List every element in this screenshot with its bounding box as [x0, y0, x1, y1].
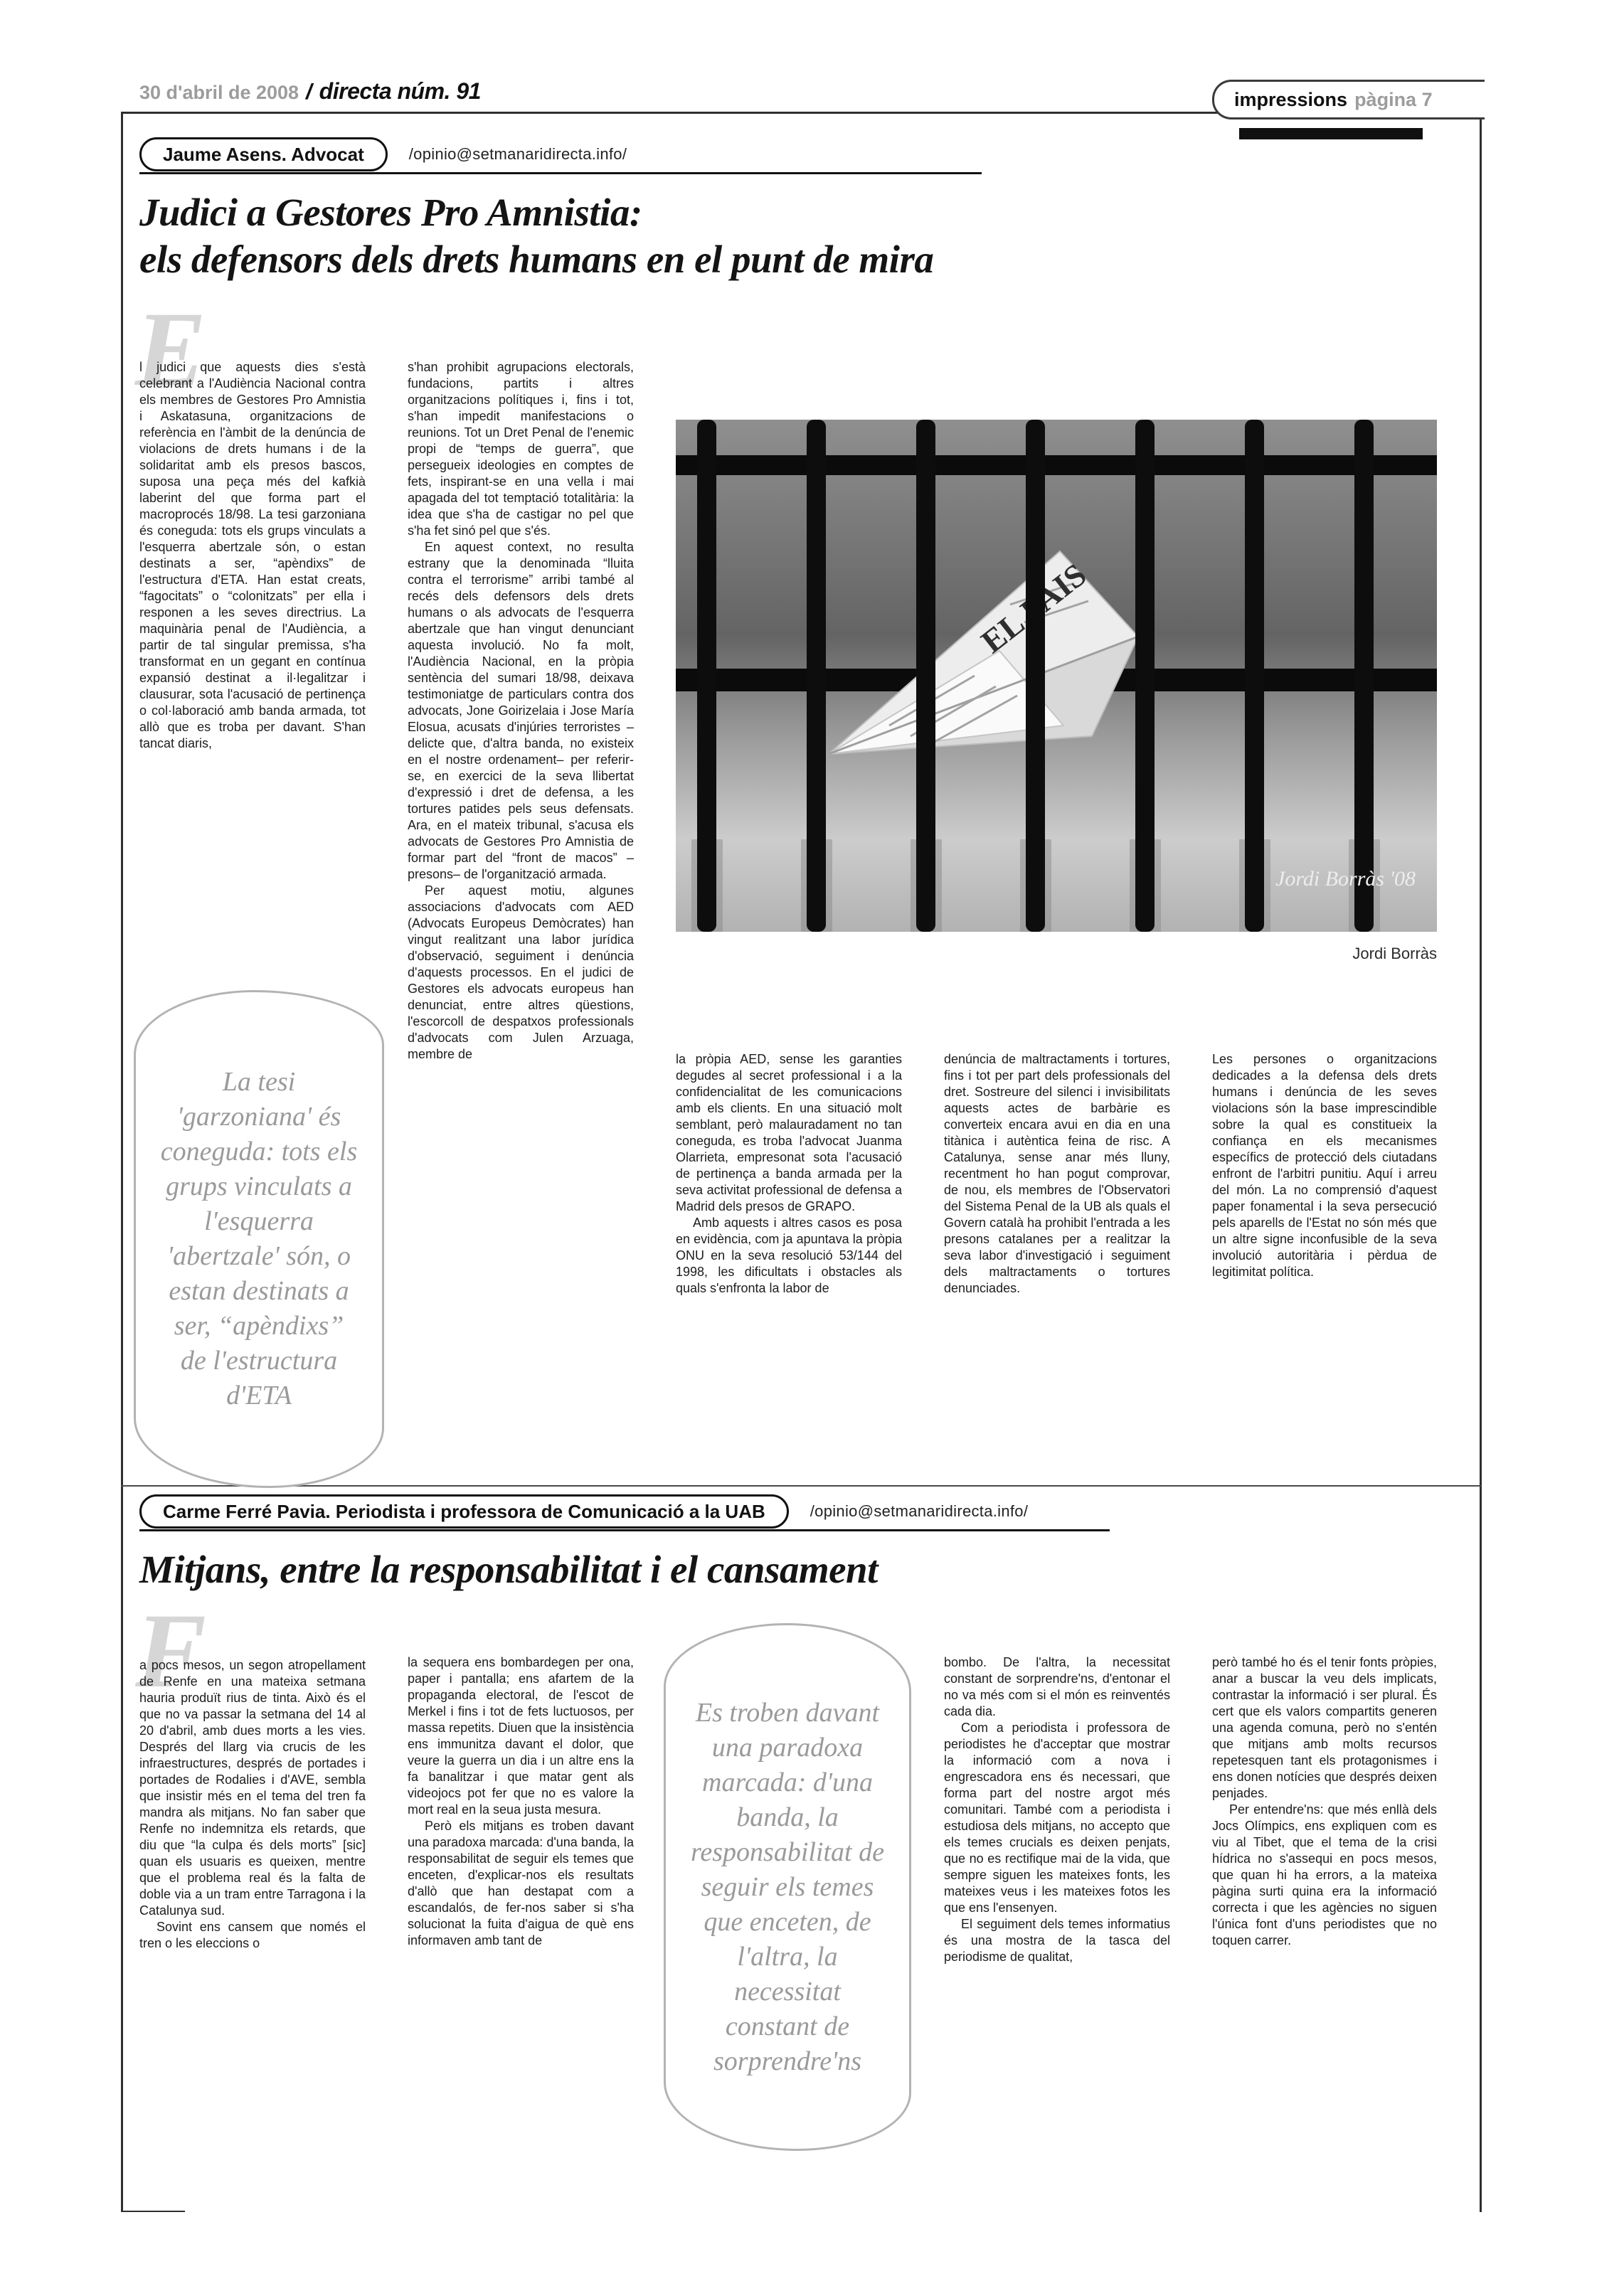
opinion-email: /opinio@setmanaridirecta.info/ [810, 1502, 1029, 1520]
crossbar-top [676, 455, 1437, 475]
prison-bars-photo-svg [676, 420, 1437, 932]
article2-column-2: la sequera ens bombardegen per ona, paper i pantalla; ens afartem de la propaganda electoral, de l'escot de Merkel i fins i tot de fets luctuosos, per massa repetits. Diuen que la insistència ens immunitza davant el dolor, que veure la guerra un dia i un altre ens la fa banalitzar i que matar gent als videojocs pot fer que no es valore la mort real en la seua justa mesura. Però els mitjans es troben davant una paradoxa marcada: d'una banda, la responsabilitat de seguir els temes que enceten, d'explicar-nos els resultats d'allò que han destapat com a escandalós, de fer-nos saber si s'ha solucionat la fuita d'aigua de què ens informaven amb tant de [408, 1655, 634, 1947]
article2-column-4: però també ho és el tenir fonts pròpies, anar a buscar la veu dels implicats, contrastar la informació i ser plural. És cert que els valors compartits generen una agenda comuna, però no s'entén que mitjans amb molts recursos repetesquen tant els protagonismes i ens donen notícies que després deixen penjades. Per entendre'ns: que més enllà dels Jocs Olímpics, ens expliquen com es viu al Tibet, que el tema de la crisi hídrica no s'assequi en pocs mesos, que quan hi ha errors, a la mateixa pàgina surti quina era la informació correcta i que les agències no siguen l'única font d'uns periodistes que no toquen carrer. [1212, 1655, 1437, 1947]
article1-column-5: Les persones o organitzacions dedicades a la defensa dels drets humans i denúncia de les seves violacions són la base imprescindible sobre la qual es constitueix la confiança en els mecanismes específics de protecció dels ciutadans enfront de l'arbitri punitiu. Aquí i arreu del món. La no comprensió d'aquest paper fonamental i la seva persecució pels aparells de l'Estat no són més que un altre signe inconfusible de la seva involució autoritària i pèrdua de legitimitat política. [1212, 1052, 1437, 1279]
pullquote-article2 [664, 1623, 911, 2151]
pullquote-text: La tesi 'garzoniana' és coneguda: tots els grups vinculats a l'esquerra 'abertzale' són, o estan destinats a ser, “apèndixs” de l'estructura d'ETA [160, 1067, 358, 1410]
article1-column-4: denúncia de maltractaments i tortures, fins i tot per part dels professionals del dret. Sostreure del silenci i invisibilitats aquests actes de barbàrie es converteix encara avui en dia en una titànica i autèntica feina de risc. A Catalunya, sense anar més lluny, recentment ho han pogut comprovar, de nou, els membres de l'Observatori del Sistema Penal de la UB als quals el Govern català ha prohibit l'entrada a les presons catalanes per a realitzar la seva labor d'investigació i seguiment dels maltractaments o tortures denunciades. [944, 1052, 1170, 1295]
section-name: impressions [1234, 88, 1348, 110]
pullquote-article1 [134, 990, 384, 1488]
author-capsule: Carme Ferré Pavia. Periodista i professora de Comunicació a la UAB [139, 1494, 789, 1529]
page-header-left [139, 78, 481, 105]
article1-column-1: l judici que aquests dies s'està celebrant a l'Audiència Nacional contra els membres de Gestores Pro Amnistia i Askatasuna, organitzacions de referència en l'àmbit de la denúncia de violacions de drets humans i de la solidaritat amb els presos bascos, suposa una peça més del kafkià laberint del que forma part el macroprocés 18/98. La tesi garzoniana és coneguda: tots els grups vinculats a l'esquerra abertzale són, o estan destinats a ser, “apèndixs” de l'estructura d'ETA. Han estat creats, “fagocitats” o “colonitzats” per ella i responen a les seves directrius. La maquinària penal de l'Audiència, a partir de tal singular premissa, s'ha transformat en un gegant en contínua expansió destinat a il·legalitzar i clausurar, sota l'acusació de pertinença o col·laboració amb banda armada, tot allò que es troba per davant. S'han tancat diaris, [139, 360, 366, 750]
section-divider-rule [121, 1485, 1481, 1487]
prison-bars-photo [676, 420, 1437, 932]
right-margin-rule [1480, 80, 1482, 2212]
article1-column-2: s'han prohibit agrupacions electorals, fundacions, partits i altres organitzacions polítiques i, fins i tot, s'han impedit manifestacions o reunions. Tot un Dret Penal de l'enemic propi de “temps de guerra”, que persegueix ideologies en comptes de fets, inspirant-se en una vella i mai apagada del tot temptació totalitària: la idea que s'ha de castigar no pel que s'ha fet sinó pel que s'és. En aquest context, no resulta estrany que la denominada “lluita contra el terrorisme” arribi també al recés dels defensors dels drets humans o als advocats de l'esquerra abertzale que han vingut denunciant aquesta involució. No fa molt, l'Audiència Nacional, en la pròpia sentència del sumari 18/98, deixava testimoniatge de particulars contra dos advocats, Jone Goirizelaia i Jose María Elosua, acusats d'injúries terroristes –delicte que, d'altra banda, no existeix en el nostre ordenament– per referir-se, en exercici de la seva llibertat d'expressió i dret de defensa, a les tortures patides pels seus defensats. Ara, en el mateix tribunal, s'acusa els advocats de Gestores Pro Amnistia de formar part del “front de macos” –presons– de l'organització armada. Per aquest motiu, algunes associacions d'advocats com AED (Advocats Europeus Demòcrates) han vingut realitzant una labor jurídica d'observació, seguiment i denúncia d'aquests processos. En el judici de Gestores els advocats europeus han denunciat, entre altres qüestions, l'escorcoll de despatxos professionals d'advocats com Julen Arzuaga, membre de [408, 360, 634, 1061]
publication-title: directa núm. 91 [319, 78, 481, 104]
article1-column-3: la pròpia AED, sense les garanties degudes al secret professional i a la confidencialitat de les comunicacions amb els clients. En una situació molt semblant, però malauradament no tan coneguda, es troba l'advocat Juanma Olarrieta, empresonat sota l'acusació de pertinença a banda armada per la seva activitat professional de defensa a Madrid dels presos de GRAPO. Amb aquests i altres casos es posa en evidència, com ja apuntava la pròpia ONU en la seva resolució 53/144 del 1998, les dificultats i obstacles als quals s'enfronta la labor de [676, 1052, 902, 1295]
article2-title: Mitjans, entre la responsabilitat i el cansament [139, 1548, 878, 1591]
article1-title: Judici a Gestores Pro Amnistia: els defensors dels drets humans en el punt de mira [139, 191, 934, 281]
article2-column-1: a pocs mesos, un segon atropellament de Renfe en una mateixa setmana hauria produït rius de tinta. Això és el que no va passar la setmana del 14 al 20 d'abril, amb dues morts a les vies. Després del llarg via crucis de les infraestructures, després de portades i portades de Rodalies i d'AVE, sembla que insistir més en el tema del tren fa mandra als mitjans. No fan saber que Renfe no indemnitza els retards, que diu que “la culpa és dels morts” [sic] quan els usuaris es queixen, mentre que el problema real és la falta de doble via a un tram entre Tarragona i la Catalunya sud. Sovint ens cansem que només el tren o les eleccions o [139, 1658, 366, 1950]
page-number: pàgina 7 [1354, 88, 1433, 110]
newspaper-masthead-text: EL PAIS [974, 556, 1093, 660]
slash-separator: / [306, 79, 312, 104]
dropcap-letter: F [135, 1592, 207, 1710]
issue-date: 30 d'abril de 2008 [139, 82, 299, 103]
section-tab [1212, 80, 1485, 119]
photo-signature: Jordi Borràs '08 [1275, 867, 1416, 891]
byline-row-article2 [139, 1494, 1110, 1531]
opinion-email: /opinio@setmanaridirecta.info/ [408, 145, 627, 163]
byline-row-article1 [139, 137, 982, 174]
photo-credit: Jordi Borràs [1352, 945, 1437, 962]
pullquote-text: Es troben davant una paradoxa marcada: d'una banda, la responsabilitat de seguir els temes que enceten, de l'altra, la necessitat constant de sorprendre'ns [691, 1697, 884, 2076]
bottom-tick-rule [121, 2211, 185, 2212]
left-margin-rule [121, 112, 123, 2212]
dropcap-letter: E [135, 290, 207, 408]
header-black-bar [1239, 128, 1423, 139]
article2-column-3: bombo. De l'altra, la necessitat constant de sorprendre'ns, d'entonar el no va més com si el món es reinventés cada dia. Com a periodista i professora de periodistes he d'acceptar que mostrar la informació com a nova i engrescadora ens és necessari, que forma part del nostre argot més comunitari. També com a periodista i estudiosa dels mitjans, no accepto que els temes crucials es deixen penjats, que no es rectifique mai de la vida, que sempre siguen les mateixes fonts, les mateixes veus i les mateixes fotos les que ens l'ensenyen. El seguiment dels temes informatius és una mostra de la tasca del periodisme de qualitat, [944, 1655, 1170, 1964]
author-capsule: Jaume Asens. Advocat [139, 137, 388, 171]
